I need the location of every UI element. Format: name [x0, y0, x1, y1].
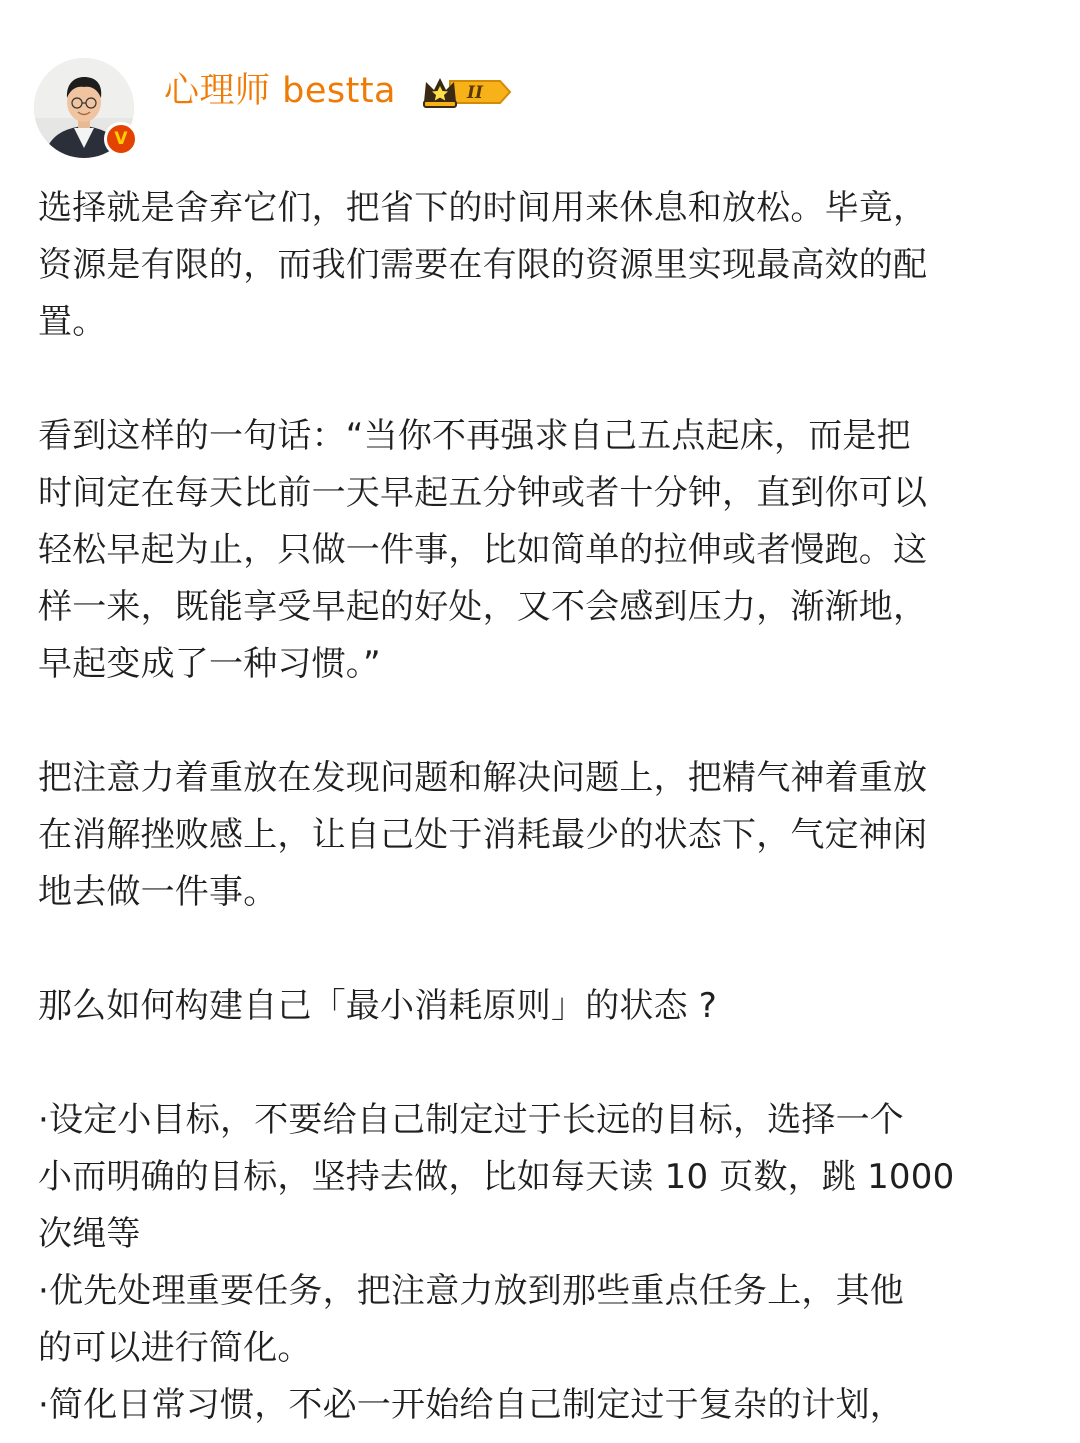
paragraph: 把注意力着重放在发现问题和解决问题上，把精气神着重放 在消解挫败感上，让自己处于消耗最少的状态下，气定神闲 地去做一件事。	[38, 758, 928, 912]
post-header	[34, 58, 1044, 162]
verified-badge-icon	[104, 122, 138, 156]
paragraph: 选择就是舍弃它们，把省下的时间用来休息和放松。毕竟， 资源是有限的，而我们需要在有限的资源里实现最高效的配 置。	[38, 188, 928, 342]
author-name[interactable]: 心理师 bestta	[164, 71, 397, 111]
author-avatar[interactable]	[34, 58, 134, 158]
paragraph: 那么如何构建自己「最小消耗原则」的状态 ?	[38, 986, 718, 1026]
paragraph: ·设定小目标，不要给自己制定过于长远的目标，选择一个 小而明确的目标，坚持去做，比如每天读 10 页数，跳 1000 次绳等 ·优先处理重要任务，把注意力放到那些重点任务上，其他 的可以进行简化。 ·简化日常习惯，不必一开始给自己制定过于复杂的计划，	[38, 1100, 955, 1425]
level-mark: II	[467, 83, 483, 103]
verified-mark: V	[114, 128, 128, 149]
paragraph-gap	[38, 693, 1048, 750]
paragraph-gap	[38, 1035, 1048, 1092]
paragraph-gap	[38, 921, 1048, 978]
post-body	[38, 180, 1048, 1434]
paragraph: 看到这样的一句话：“当你不再强求自己五点起床，而是把 时间定在每天比前一天早起五分钟或者十分钟，直到你可以 轻松早起为止，只做一件事，比如简单的拉伸或者慢跑。这 样一来，既能享受早起的好处，又不会感到压力，渐渐地， 早起变成了一种习惯。”	[38, 416, 928, 684]
crown-level-badge-icon	[420, 72, 512, 112]
paragraph-gap	[38, 351, 1048, 408]
